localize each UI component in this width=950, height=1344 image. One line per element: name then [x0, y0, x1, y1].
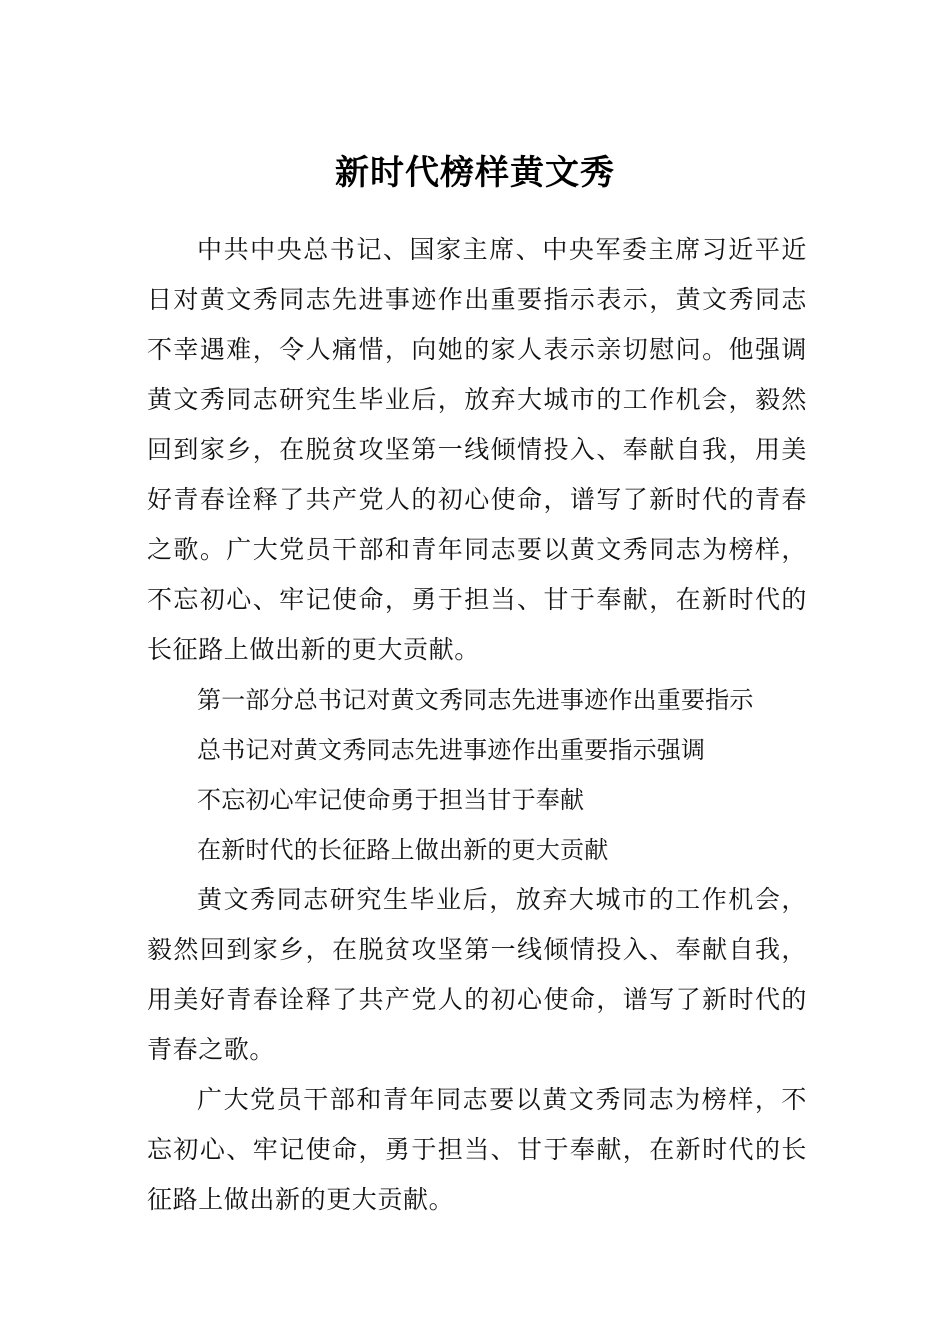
section-heading-part-one: 第一部分总书记对黄文秀同志先进事迹作出重要指示: [197, 686, 754, 714]
document-body: [147, 225, 807, 1225]
section-heading-contribution: 在新时代的长征路上做出新的更大贡献: [197, 836, 609, 864]
paragraph-intro: 中共中央总书记、国家主席、中央军委主席习近平近日对黄文秀同志先进事迹作出重要指示表示，黄文秀同志不幸遇难，令人痛惜，向她的家人表示亲切慰问。他强调黄文秀同志研究生毕业后，放弃大城市的工作机会，毅然回到家乡，在脱贫攻坚第一线倾情投入、奉献自我，用美好青春诠释了共产党人的初心使命，谱写了新时代的青春之歌。广大党员干部和青年同志要以黄文秀同志为榜样，不忘初心、牢记使命，勇于担当、甘于奉献，在新时代的长征路上做出新的更大贡献。: [147, 235, 807, 664]
document-title: 新时代榜样黄文秀: [335, 153, 615, 193]
section-heading-instruction: 总书记对黄文秀同志先进事迹作出重要指示强调: [197, 736, 706, 764]
paragraph-graduate: 黄文秀同志研究生毕业后，放弃大城市的工作机会，毅然回到家乡，在脱贫攻坚第一线倾情投入、奉献自我，用美好青春诠释了共产党人的初心使命，谱写了新时代的青春之歌。: [147, 885, 807, 1064]
paragraph-role-model: 广大党员干部和青年同志要以黄文秀同志为榜样，不忘初心、牢记使命，勇于担当、甘于奉献，在新时代的长征路上做出新的更大贡献。: [147, 1085, 807, 1214]
section-heading-mission: 不忘初心牢记使命勇于担当甘于奉献: [197, 786, 585, 814]
